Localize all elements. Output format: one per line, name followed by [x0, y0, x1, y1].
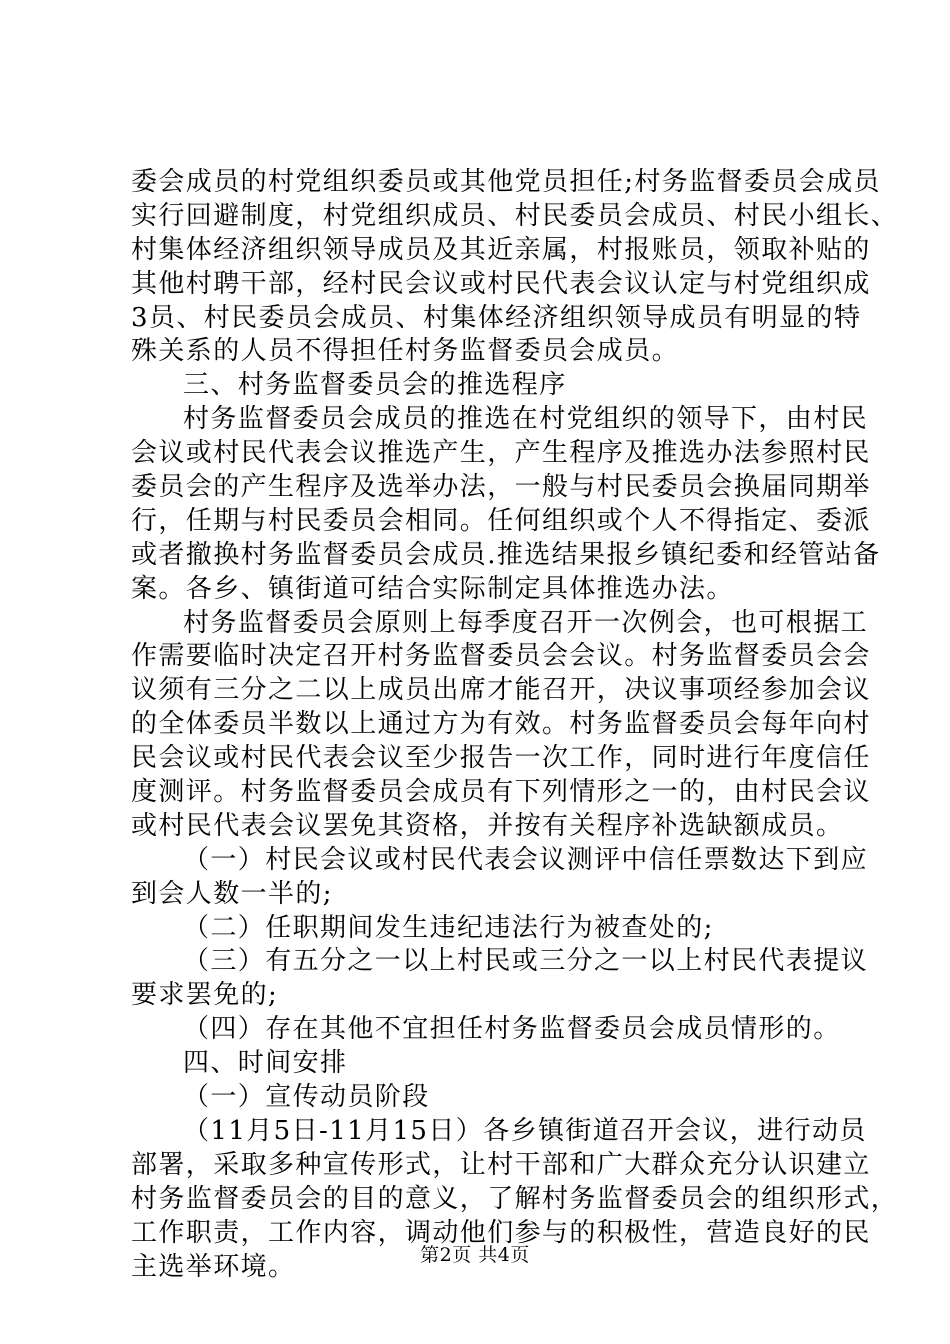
text-line: 部署，采取多种宣传形式，让村干部和广大群众充分认识建立 [131, 1149, 871, 1180]
text-line: 其他村聘干部，经村民会议或村民代表会议认定与村党组织成 [131, 268, 871, 299]
text-line: 会议或村民代表会议推选产生，产生程序及推选办法参照村民 [131, 438, 871, 469]
paragraph-first-line: 村务监督委员会成员的推选在村党组织的领导下，由村民 [183, 404, 869, 435]
text-line: 工作职责，工作内容，调动他们参与的积极性，营造良好的民 [131, 1217, 871, 1248]
text-line: 村务监督委员会的目的意义，了解村务监督委员会的组织形式， [131, 1183, 899, 1214]
section-heading: 三、村务监督委员会的推选程序 [183, 370, 567, 401]
text-line: 或者撤换村务监督委员会成员.推选结果报乡镇纪委和经管站备 [131, 539, 881, 570]
subsection-heading: （一）宣传动员阶段 [183, 1082, 430, 1113]
text-line: 殊关系的人员不得担任村务监督委员会成员。 [131, 336, 680, 367]
text-line: 案。各乡、镇街道可结合实际制定具体推选办法。 [131, 573, 734, 604]
text-line: 实行回避制度，村党组织成员、村民委员会成员、村民小组长、 [131, 200, 899, 231]
list-item-first-line: （三）有五分之一以上村民或三分之一以上村民代表提议 [183, 946, 869, 977]
list-item-first-line: （二）任职期间发生违纪违法行为被查处的; [183, 912, 714, 943]
text-line: 民会议或村民代表会议至少报告一次工作，同时进行年度信任 [131, 743, 871, 774]
section-heading: 四、时间安排 [183, 1048, 348, 1079]
text-line: 作需要临时决定召开村务监督委员会会议。村务监督委员会会 [131, 641, 871, 672]
paragraph-first-line: （11月5日-11月15日）各乡镇街道召开会议，进行动员 [183, 1115, 867, 1146]
text-line: 委员会的产生程序及选举办法，一般与村民委员会换届同期举 [131, 472, 871, 503]
text-line: 要求罢免的; [131, 980, 279, 1011]
text-line: 委会成员的村党组织委员或其他党员担任;村务监督委员会成员 [131, 167, 881, 197]
text-line: 3员、村民委员会成员、村集体经济组织领导成员有明显的特 [131, 302, 862, 333]
text-line: 主选举环境。 [131, 1251, 296, 1282]
text-line: 度测评。村务监督委员会成员有下列情形之一的，由村民会议 [131, 777, 871, 808]
text-line: 或村民代表会议罢免其资格，并按有关程序补选缺额成员。 [131, 810, 844, 841]
paragraph-first-line: 村务监督委员会原则上每季度召开一次例会，也可根据工 [183, 607, 869, 638]
text-line: 议须有三分之二以上成员出席才能召开，决议事项经参加会议 [131, 675, 871, 706]
page-number: 第2页 共4页 [420, 1244, 530, 1266]
list-item-first-line: （四）存在其他不宜担任村务监督委员会成员情形的。 [183, 1014, 841, 1045]
document-body [131, 166, 899, 1284]
text-line: 村集体经济组织领导成员及其近亲属，村报账员，领取补贴的 [131, 234, 871, 265]
list-item-first-line: （一）村民会议或村民代表会议测评中信任票数达下到应 [183, 844, 869, 875]
text-line: 到会人数一半的; [131, 878, 333, 909]
text-line: 行，任期与村民委员会相同。任何组织或个人不得指定、委派 [131, 505, 871, 536]
text-line: 的全体委员半数以上通过方为有效。村务监督委员会每年向村 [131, 709, 871, 740]
